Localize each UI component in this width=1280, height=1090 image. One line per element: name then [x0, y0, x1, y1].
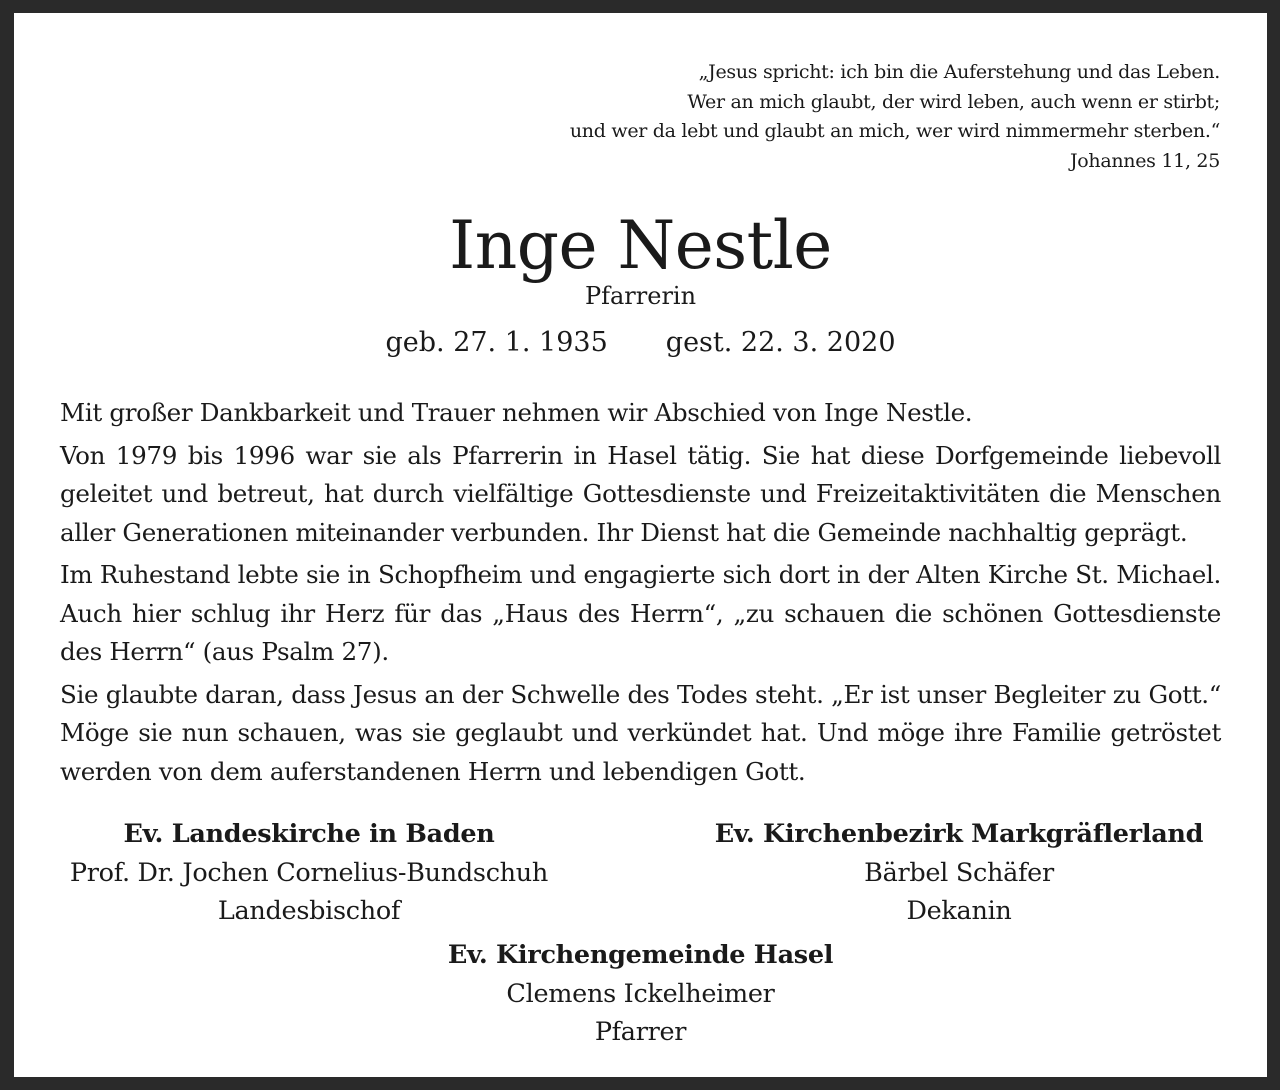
signature-landeskirche: [54, 815, 564, 931]
signature-kirchenbezirk: [704, 815, 1214, 931]
verse-reference: Johannes 11, 25: [1069, 149, 1220, 172]
signature-role: Pfarrer: [594, 1017, 687, 1047]
paragraph: Sie glaubte daran, dass Jesus an der Schwelle des Todes steht. „Er ist unser Begleiter zu Gott.“ Möge sie nun schauen, was sie geglaubt und verkündet hat. Und möge ihre Familie getröstet werden von dem auferstandenen Herrn und lebendigen Gott.: [60, 679, 1221, 786]
death-date: gest. 22. 3. 2020: [665, 327, 896, 358]
signature-person: Bärbel Schäfer: [864, 857, 1054, 888]
signature-person: Prof. Dr. Jochen Cornelius-Bundschuh: [69, 857, 549, 888]
obituary-notice: [14, 13, 1267, 1077]
verse-line: Wer an mich glaubt, der wird leben, auch wenn er stirbt;: [687, 90, 1220, 113]
obituary-text: [60, 394, 1221, 795]
signature-person: Clemens Ickelheimer: [506, 978, 775, 1009]
verse-line: und wer da lebt und glaubt an mich, wer wird nimmermehr sterben.“: [569, 120, 1220, 142]
bible-verse: [570, 58, 1220, 176]
signature-role: Landesbischof: [217, 896, 401, 926]
signature-role: Dekanin: [906, 896, 1012, 926]
verse-line: „Jesus spricht: ich bin die Auferstehung und das Leben.: [698, 61, 1220, 83]
signature-org: Ev. Kirchenbezirk Markgräflerland: [714, 819, 1204, 849]
deceased-name: Inge Nestle: [449, 207, 832, 284]
signature-kirchengemeinde: [384, 936, 897, 1052]
paragraph: Mit großer Dankbarkeit und Trauer nehmen wir Abschied von Inge Nestle.: [60, 398, 973, 427]
signature-org: Ev. Landeskirche in Baden: [123, 819, 495, 849]
birth-date: geb. 27. 1. 1935: [385, 327, 608, 358]
deceased-title: Pfarrerin: [584, 282, 697, 310]
paragraph: Im Ruhestand lebte sie in Schopfheim und engagierte sich dort in der Alten Kirche St. Michael. Auch hier schlug ihr Herz für das „Haus des Herrn“, „zu schauen die schönen Gottesdienste des Herrn“ (aus Psalm 27).: [60, 560, 1221, 666]
paragraph: Von 1979 bis 1996 war sie als Pfarrerin in Hasel tätig. Sie hat diese Dorfgemeinde liebevoll geleitet und betreut, hat durch vielfältige Gottesdienste und Freizeitaktivitäten die Menschen aller Generationen miteinander verbunden. Ihr Dienst hat die Gemeinde nachhaltig geprägt.: [60, 440, 1221, 547]
life-dates: [14, 324, 1267, 362]
signature-org: Ev. Kirchengemeinde Hasel: [447, 940, 834, 970]
